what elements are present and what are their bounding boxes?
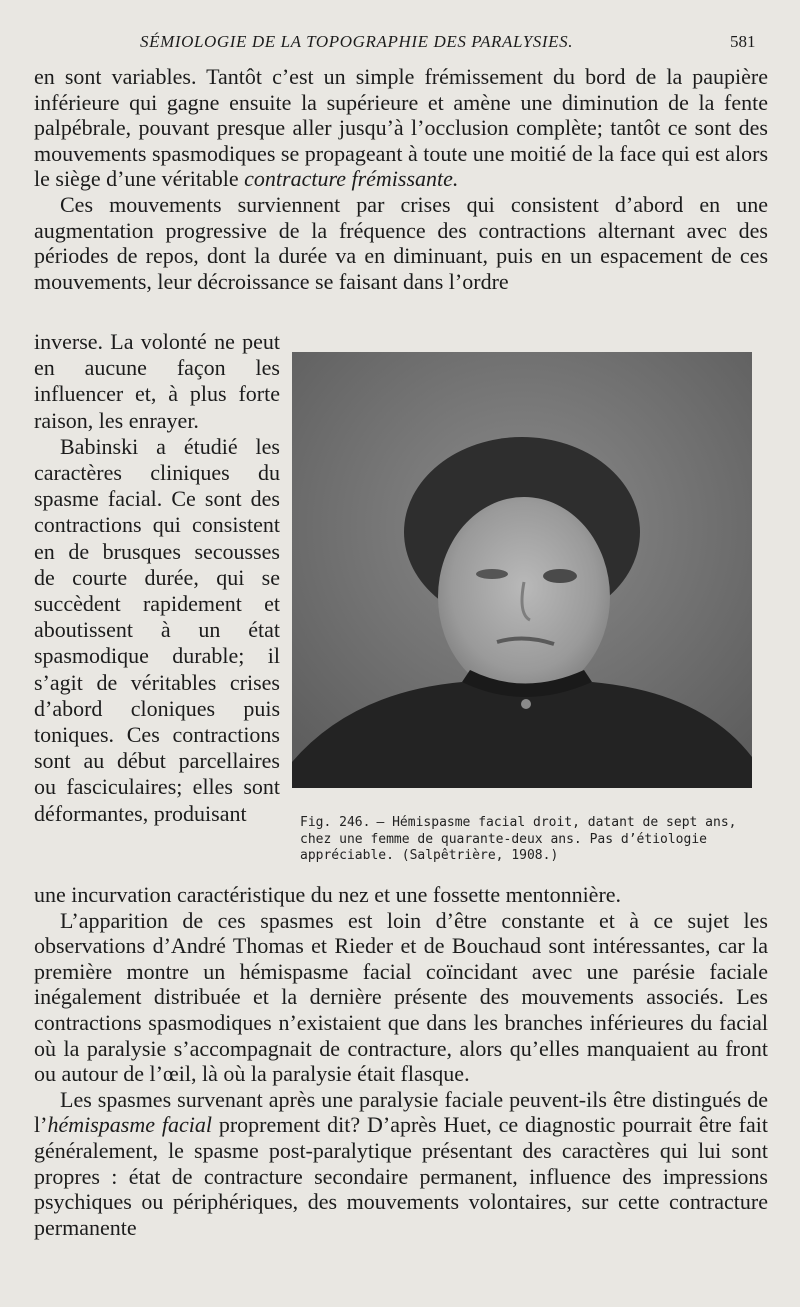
running-title: SÉMIOLOGIE DE LA TOPOGRAPHIE DES PARALYSIES.	[140, 32, 574, 51]
figure-caption-text: — Hémispasme facial droit, datant de sept ans, chez une femme de quarante-deux ans. Pas d’étiologie appréciable. (Salpêtrière, 1908.)	[300, 815, 737, 863]
paragraph-5: Les spasmes survenant après une paralysie faciale peuvent-ils être distingués de l’hémispasme facial proprement dit? D’après Huet, ce diagnostic pourrait être fait généralement, le spasme post-paralytique présentant des caractères qui lui sont propres : état de contracture secondaire permanent, influence des impressions psychiques ou périphériques, des mouvements volontaires, sur cette contracture permanente	[34, 1086, 768, 1240]
running-header	[0, 30, 800, 56]
paragraph-1: en sont variables. Tantôt c’est un simple frémissement du bord de la paupière inférieure qui gagne ensuite la supérieure et amène une diminution de la fente palpébrale, pouvant presque aller jusqu’à l’occlusion complète; tantôt ce sont des mouvements spasmodiques se propageant à toute une moitié de la face qui est alors le siège d’une véritable contracture frémissante.	[34, 64, 768, 192]
portrait-image	[292, 352, 752, 788]
paragraph-4: L’apparition de ces spasmes est loin d’être constante et à ce sujet les observations d’André Thomas et Rieder et de Bouchaud sont intéressantes, car la première montre un hémispasme facial coïncidant avec une parésie faciale inégalement distribuée et la dernière présente des mouvements associés. Les contractions spasmodiques n’existaient que dans les branches inférieures du facial où la paralysie s’accompagnait de contracture, alors qu’elles manquaient au front ou autour de l’œil, là où la paralysie était flasque.	[34, 907, 768, 1087]
figure-caption	[300, 815, 768, 865]
page-number: 581	[730, 32, 756, 51]
figure-label: Fig. 246.	[300, 815, 371, 830]
brooch-shape	[521, 699, 531, 709]
patient-photograph	[292, 352, 752, 788]
paragraph-3: Babinski a étudié les caractères cliniques du spasme facial. Ce sont des contractions qui consistent en de brusques secousses de courte durée, qui se succèdent rapidement et aboutissent à un état spasmodique durable; il s’agit de véritables crises d’abord cloniques puis toniques. Ces contractions sont au début parcellaires ou fasciculaires; elles sont déformantes, produisant	[34, 433, 280, 826]
emphasis-contracture: contracture frémissante.	[244, 166, 459, 192]
body-text-bottom	[34, 882, 768, 1240]
paragraph-3-end: une incurvation caractéristique du nez et une fossette mentonnière.	[34, 882, 622, 907]
emphasis-hemispasme: hémispasme facial	[47, 1112, 212, 1138]
wrapped-text-column	[34, 329, 280, 827]
body-text-top	[34, 64, 768, 294]
face-shape	[438, 497, 610, 697]
paragraph-2-end: inverse. La volonté ne peut en aucune façon les influencer et, à plus forte raison, les enrayer.	[34, 329, 280, 433]
paragraph-2: Ces mouvements surviennent par crises qui consistent d’abord en une augmentation progressive de la fréquence des contractions alternant avec des périodes de repos, dont la durée va en diminuant, puis en un espacement de ces mouvements, leur décroissance se faisant dans l’ordre	[34, 191, 768, 294]
